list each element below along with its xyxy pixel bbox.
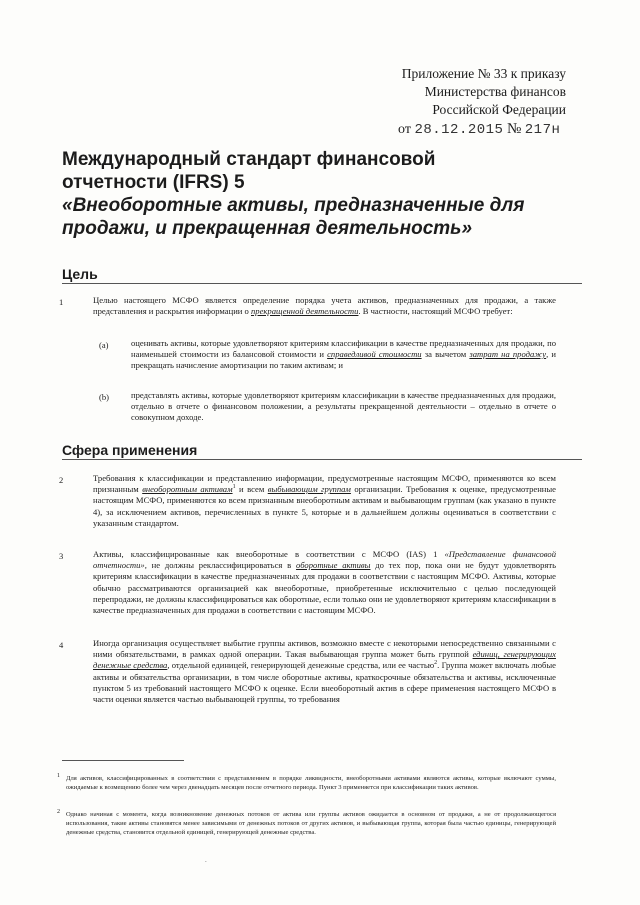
item-a xyxy=(131,338,556,372)
scan-mark: . xyxy=(205,856,207,864)
text-run: оценивать активы, которые удовлетворяют критериям классификации в качестве предназначенных для продажи, по наименьшей стоимости из балансовой стоимости и xyxy=(131,338,556,360)
section-rule xyxy=(62,283,582,284)
text-run: до тех пор, пока они не будут удовлетворять критериям классификации в качестве предназначенных для продажи в соответствии с настоящим МСФО. Активы, которые обычно рассматриваются организацией как внеоборотные, приобретенные исключительно с целью последующей перепродажи, не должны классифицироваться как оборотные, если только они не удовлетворяют критериям классификации в качестве предназначенных для продажи в соответствии с настоящим МСФО. xyxy=(93,560,556,616)
ministry-line: Министерства финансов xyxy=(424,84,566,99)
order-date-line xyxy=(398,121,560,138)
text-run: , не должны реклассифицироваться в xyxy=(144,560,297,571)
defined-term: справедливой стоимости xyxy=(327,349,422,360)
footnote-1: Для активов, классифицированных в соответствии с представлением в порядке ликвидности, внеоборотными активами являются активы, которые включают суммы, ожидаемые к возмещению более чем через двенадцать месяцев после отчетного периода. Пункт 3 применяется при классификации таких активов. xyxy=(66,775,556,792)
order-date: 28.12.2015 xyxy=(414,122,504,138)
title-line-2: отчетности (IFRS) 5 xyxy=(62,172,245,193)
text-run: за вычетом xyxy=(421,349,470,360)
section-heading-goal-text: Цель xyxy=(62,266,98,282)
defined-term: выбывающим группам xyxy=(267,484,351,495)
section-heading-goal xyxy=(62,266,582,282)
text-run: Требования к классификации и представлению информации, предусмотренные настоящим МСФО, применяются ко всем признанным xyxy=(93,473,556,495)
paragraph-3 xyxy=(93,549,556,616)
text-run: и всем xyxy=(235,484,268,495)
section-heading-scope-text: Сфера применения xyxy=(62,442,198,458)
text-run: , и прекращать начисление амортизации по таким активам; и xyxy=(131,349,556,371)
text-run: организации. Требования к оценке, предусмотренные настоящим МСФО, применяются ко всем признанным внеоборотным активам и выбывающим группам (как указано в пункте 4), за исключением активов, перечисленных в пункте 5, которые и в дальнейшем должны оцениваться в соответствии с указанным стандартом. xyxy=(93,484,556,528)
title-line-3: «Внеоборотные активы, предназначенные для xyxy=(62,195,525,216)
item-label: (b) xyxy=(99,392,109,402)
federation-line: Российской Федерации xyxy=(432,102,566,117)
number-sign: № xyxy=(506,121,522,137)
paragraph-number: 3 xyxy=(59,551,64,561)
paragraph-2 xyxy=(93,473,556,529)
section-rule xyxy=(62,459,582,460)
defined-term: единиц, генерирующих денежные средства xyxy=(93,649,556,671)
title-line-1: Международный стандарт финансовой xyxy=(62,149,436,170)
paragraph-4 xyxy=(93,638,556,705)
paragraph-number: 2 xyxy=(59,475,64,485)
order-number: 217н xyxy=(524,122,561,138)
appendix-line: Приложение № 33 к приказу xyxy=(401,66,566,81)
footnote-separator xyxy=(62,760,184,761)
paragraph-number: 1 xyxy=(59,297,64,307)
defined-term: прекращенной деятельности xyxy=(251,306,359,317)
title-line-4: продажи, и прекращенная деятельность» xyxy=(62,218,473,239)
defined-term: внеоборотным активам xyxy=(142,484,233,495)
text-run: , отдельной единицей, генерирующей денежные средства, или ее частью xyxy=(167,660,435,671)
item-b: представлять активы, которые удовлетворяют критериям классификации в качестве предназначенных для продажи, отдельно в отчете о финансовом положении, а результаты прекращенной деятельности – отдельно в отчете о совокупном доходе. xyxy=(131,390,556,423)
text-run: Иногда организация осуществляет выбытие группы активов, возможно вместе с некоторыми непосредственно связанными с ними обязательствами, в рамках одной операции. Такая выбывающая группа может быть группой xyxy=(93,638,556,660)
footnote-mark: 2 xyxy=(57,809,60,815)
footnote-ref: 2 xyxy=(434,660,438,667)
defined-term: оборотные активы xyxy=(296,560,371,571)
text-run: . Группа может включать любые активы и обязательства организации, в том числе оборотные активы, краткосрочные обязательства и активы, исключенные пунктом 5 из требований настоящего МСФО к оценке. Если внеоборотный актив в сфере применения настоящего МСФО в части оценки является частью выбывающей группы, то требования xyxy=(93,660,556,705)
item-label: (a) xyxy=(99,340,109,350)
text-run: Целью настоящего МСФО является определение порядка учета активов, предназначенных для продажи, а также представления и раскрытия информации о xyxy=(93,295,556,317)
footnote-ref: 1 xyxy=(232,484,236,491)
defined-term: затрат на продажу xyxy=(469,349,547,360)
cited-standard: «Представление финансовой отчетности» xyxy=(93,549,557,571)
standard-title xyxy=(62,148,582,240)
text-run: Активы, классифицированные как внеоборотные в соответствии с МСФО (IAS) 1 xyxy=(93,549,445,559)
footnote-mark: 1 xyxy=(57,773,60,779)
text-run: . В частности, настоящий МСФО требует: xyxy=(358,306,513,317)
section-heading-scope xyxy=(62,442,582,458)
paragraph-1 xyxy=(93,295,556,317)
date-prefix: от xyxy=(398,122,411,137)
footnote-2: Однако начиная с момента, когда возникновение денежных потоков от актива или группы активов ожидается в основном от продажи, а не от продолжающегося использования, такие активы становятся менее зависимыми от денежных потоков от других активов, и выбывающая группа, которая была частью единицы, генерирующей денежные средства, становится отдельной единицей, генерирующей денежные средства. xyxy=(66,811,556,837)
paragraph-number: 4 xyxy=(59,640,64,650)
